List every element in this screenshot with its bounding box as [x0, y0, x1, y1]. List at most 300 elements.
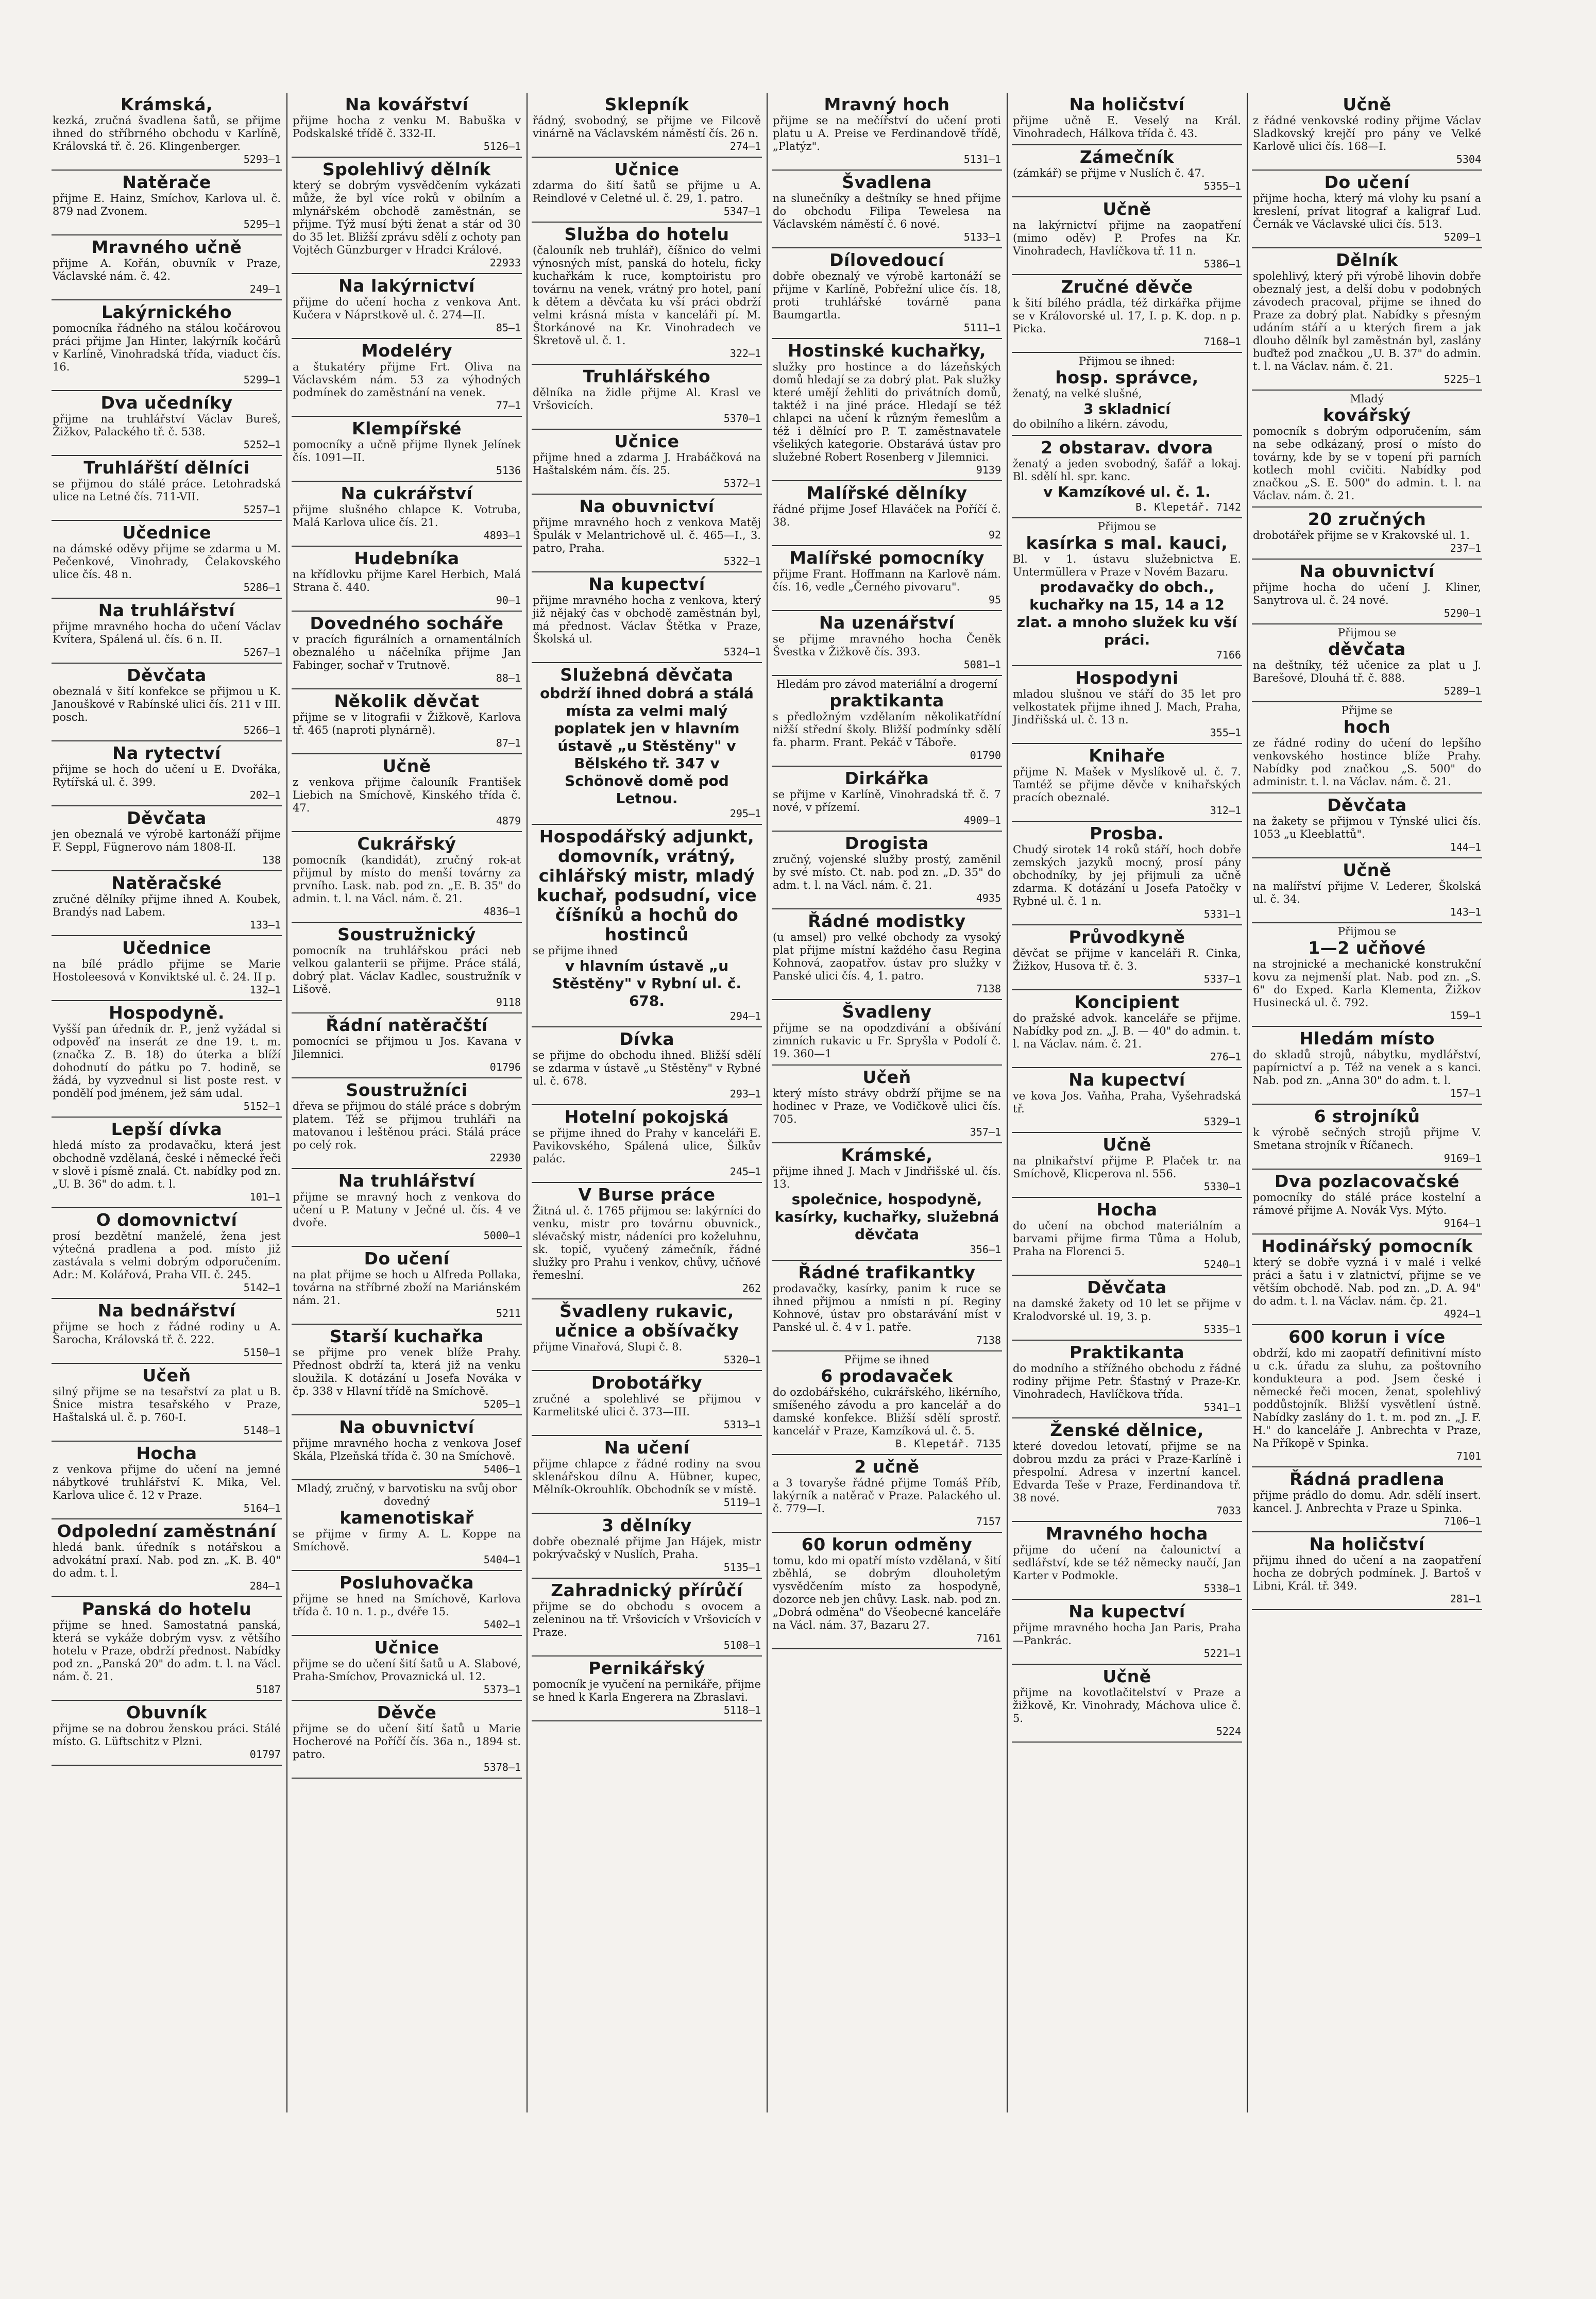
classified-ad [52, 93, 282, 171]
column-rule [767, 93, 768, 2112]
ad-heading: Hospodyni [1075, 668, 1179, 688]
classified-ad [1252, 1027, 1482, 1105]
ad-code: 22930 [489, 1152, 521, 1164]
classified-ad [532, 825, 762, 1027]
classified-ad [772, 676, 1002, 767]
ad-body: pomocníci se přijmou u Jos. Kavana v Jilemnici. [293, 1035, 521, 1060]
ad-code: 5373—1 [483, 1683, 521, 1696]
ad-intro: Přijmou se [1337, 627, 1397, 639]
ad-heading: Dovedného socháře [310, 613, 504, 633]
ad-heading: Mravný hoch [824, 94, 950, 114]
ad-code: 7161 [976, 1632, 1001, 1644]
ad-body: z venkova přijme čalouník František Liebich na Smíchově, Kinského třída č. 47. [293, 776, 521, 814]
classified-ad [1012, 1665, 1242, 1743]
classified-ad [292, 339, 522, 417]
ad-code: 295—1 [729, 807, 761, 820]
ad-heading: O domovnictví [96, 1210, 237, 1230]
ad-heading: Řádná pradlena [1289, 1469, 1445, 1489]
ad-intro: Přijmou se [1337, 925, 1397, 938]
ad-body: ze řádné rodiny do učení do lepšího venkovského hostince blíže Prahy. Nabídky pod značkou „S. 500" do administr. t. l. na Václav. nám. č. 21. [1253, 737, 1481, 788]
ad-heading: Klempířské [352, 418, 462, 438]
ad-code: 5293—1 [243, 153, 281, 165]
classified-ad [772, 767, 1002, 832]
ad-heading: Řádné modistky [808, 911, 966, 931]
ad-heading: Sklepník [604, 94, 689, 114]
ad-heading: Hotelní pokojská [564, 1107, 729, 1127]
ad-heading: Spolehlivý dělník [322, 159, 491, 179]
ad-body: na křídlovku přijme Karel Herbich, Malá Strana č. 440. [293, 568, 521, 594]
ad-code: 133—1 [249, 919, 281, 931]
ad-body: pomocník s dobrým odporučením, sám na sebe odkázaný, prosí o místo do továrny, kde by se v topení při parních kotlech mohl cvičiti. Nabídky pod značkou „S. E. 500" do admin. t. l. na Václav. nám. č. 21. [1253, 425, 1481, 502]
ad-heading: 600 korun i více [1288, 1327, 1446, 1347]
ad-heading: Děvčata [127, 665, 207, 685]
ad-body: přijme se hned. Samostatná panská, která se vykáže dobrým vysv. z většího hotelu v Praze, obdrží přednost. Nabídky pod zn. „Panská 20" do adm. t. l. na Václ. nám. č. 21. [53, 1619, 281, 1683]
ad-body: služky pro hostince a do lázeňských domů hledají se za dobrý plat. Pak služky které umějí žehliti do privátních domů, taktéž i na jiné práce. Hledají se též chlapci na učení k různým řemeslům a též i dělnící pro P. T. zaměstnavatele všelikých kategorie. Obstarává ústav pro služebné Robert Rosenberg v Jilemnici. [773, 361, 1001, 463]
ad-code: 5406—1 [483, 1463, 521, 1475]
classified-ad [1252, 248, 1482, 391]
ad-body: kezká, zručná švadlena šatů, se přijme ihned do stříbrného obchodu v Karlíně, Královská tř. č. 26. Klingenberger. [53, 114, 281, 153]
ad-body: přijme do učení hocha z venkova Ant. Kučera v Náprstkově ul. č. 274—II. [293, 296, 521, 321]
ad-body: s předložným vzdělaním několikatřídní nižší střední školy. Bližší podmínky sdělí fa. pharm. Frant. Pekáč v Táboře. [773, 711, 1001, 749]
ad-code: 9118 [496, 996, 521, 1008]
ad-intro: Přijme se ihned [844, 1354, 930, 1366]
ad-body: přijme se v litografii v Žižkově, Karlova tř. 465 (naproti plynárně). [293, 711, 521, 736]
ad-code: 143—1 [1450, 906, 1481, 918]
ad-heading: Služba do hotelu [564, 224, 729, 244]
ad-body: a štukatéry přijme Frt. Oliva na Václavském nám. 53 za výhodných podmínek do zaměstnání na venek. [293, 361, 521, 399]
classified-ad [292, 754, 522, 832]
ad-heading: 6 strojníků [1314, 1106, 1420, 1126]
column-5 [1012, 93, 1242, 2112]
ad-code: 7168—1 [1203, 335, 1241, 348]
ad-code: 9164—1 [1444, 1217, 1481, 1229]
ad-body: k výrobě sečných strojů přijme V. Smetana strojník v Říčanech. [1253, 1126, 1481, 1152]
ad-heading: Lepší dívka [111, 1119, 223, 1139]
classified-ad [1012, 990, 1242, 1068]
ad-heading: Na kupectví [1068, 1070, 1185, 1090]
ad-intro: Hledám pro závod materiální a drogerní [776, 678, 997, 690]
ad-heading: Učně [1102, 1135, 1151, 1155]
ad-heading: Zahradnický přírůčí [551, 1580, 743, 1600]
classified-ad [52, 391, 282, 456]
ad-heading: Mravného hocha [1046, 1524, 1208, 1544]
ad-heading: Na obuvnictví [1299, 561, 1435, 581]
classified-ad [532, 1105, 762, 1183]
ad-code: 5136 [496, 464, 521, 477]
classified-ad [1252, 793, 1482, 858]
ad-body: přijme mravného hocha z venkova, který již nějaký čas v obchodě zaměstnán byl, má přednost. Václav Štětka v Praze, Školská ul. [533, 594, 761, 645]
classified-ad [52, 1208, 282, 1299]
ad-body: na bílé prádlo přijme se Marie Hostoleesová v Konviktské ul. č. 24. II p. [53, 958, 281, 983]
ad-body: přijme mravného hocha Jan Paris, Praha—Pankrác. [1013, 1621, 1241, 1647]
ad-display-text: prodavačky do obch., kuchařky na 15, 14 a 12 zlat. a mnoho služek ku vší práci. [1016, 579, 1237, 648]
ad-body: přijme N. Mašek v Myslíkově ul. č. 7. Tamtéž se přijme děvče v knihařských pracích obeznalé. [1013, 766, 1241, 804]
ad-intro: Mladý, zručný, v barvotisku na svůj obor dovedný [296, 1482, 517, 1508]
classified-ad [772, 1261, 1002, 1351]
ad-body: hledá místo za prodavačku, která jest obchodně vzdělaná, české i německé řeči v slově i písmě znalá. Ct. nabídky pod zn. „U. B. 36" do adm. t. l. [53, 1139, 281, 1190]
classified-ad [772, 1455, 1002, 1533]
ad-body: přijme prádlo do domu. Adr. sdělí insert. kancel. J. Anbrechta v Praze u Spinka. [1253, 1489, 1481, 1514]
ad-heading: Hocha [1096, 1199, 1158, 1220]
ad-code: 132—1 [249, 984, 281, 996]
ad-code: 5378—1 [483, 1761, 521, 1773]
ad-heading: Hudebníka [354, 548, 460, 568]
ad-heading: Hospodyně. [109, 1003, 225, 1023]
ad-heading: Pernikářský [588, 1658, 705, 1678]
ad-body: z řádné venkovské rodiny přijme Václav Sladkovský krejčí pro pány ve Velké Karlově ulici čís. 168—I. [1253, 114, 1481, 153]
classified-ad [292, 482, 522, 547]
ad-heading: Truhlářští dělníci [83, 458, 250, 478]
classified-ad [292, 923, 522, 1013]
ad-heading: Na truhlářství [98, 600, 235, 620]
classified-ad [532, 430, 762, 495]
classified-ad [52, 1519, 282, 1597]
classified-ad [772, 1000, 1002, 1066]
ad-body: se přijme ihned [533, 944, 618, 957]
classified-ad [1012, 1276, 1242, 1341]
classified-ad [1012, 275, 1242, 353]
ad-body: Vyšší pan úředník dr. P., jenž vyžádal si odpověď na inserát ze dne 19. t. m. (značka Z. B. 18) do úterka a blíží dohodnutí do pátku po 7. hodině, se žádá, by vyzvednul si list poste rest. v pondělí pod jménem, jež sám udal. [53, 1023, 281, 1100]
ad-body: který místo strávy obdrží přijme se na hodinec v Praze, ve Vodičkově ulici čís. 705. [773, 1087, 1001, 1125]
classified-ad [772, 93, 1002, 171]
ad-code: B. Klepetář. 7135 [895, 1438, 1001, 1450]
ad-heading: Malířské pomocníky [789, 548, 984, 568]
ad-code: 157—1 [1450, 1087, 1481, 1100]
ad-body: Žitná ul. č. 1765 přijmou se: lakýrníci do venku, mistr pro továrnu obuvnick., slévačský mistr, nádeníci pro koželuhnu, sk. topič, vyučený zámečník, řádné služky pro Prahu i venkov, chůvy, učňové řemeslní. [533, 1205, 761, 1281]
ad-code: 144—1 [1450, 841, 1481, 853]
classified-ad [292, 547, 522, 612]
classified-ad [772, 832, 1002, 909]
ad-heading: Posluhovačka [339, 1573, 474, 1593]
ad-code: 4924—1 [1444, 1308, 1481, 1320]
ad-heading: 20 zručných [1308, 509, 1427, 529]
classified-ad [292, 1415, 522, 1480]
classified-ad [52, 1597, 282, 1701]
ad-body: dobře obeznalý ve výrobě kartonáží se přijme v Karlíně, Pobřežní ulice čís. 18, proti truhlářské továrně pana Baumgartla. [773, 270, 1001, 321]
ad-body: se přijme ihned do Prahy v kanceláři E. Pavikovského, Spálená ulice, Šilkův palác. [533, 1127, 761, 1165]
ad-code: 5240—1 [1203, 1258, 1241, 1271]
ad-code: 9139 [976, 464, 1001, 476]
ad-body: přijme slušného chlapce K. Votruba, Malá Karlova ulice čís. 21. [293, 503, 521, 529]
classified-ad [532, 1514, 762, 1579]
ad-code: 5187 [256, 1683, 281, 1696]
ad-code: 5320—1 [723, 1354, 761, 1366]
classified-ad [532, 1299, 762, 1371]
ad-heading: Na učení [604, 1438, 690, 1458]
ad-body: přijme Vinařová, Slupi č. 8. [533, 1341, 683, 1353]
ad-body: pomocník je vyučení na pernikáře, přijme se hned k Karla Engerera na Zbraslavi. [533, 1678, 761, 1703]
ad-code: 5205—1 [483, 1398, 521, 1410]
column-3 [532, 93, 762, 2112]
ad-code: 5152—1 [243, 1100, 281, 1112]
ad-heading: Na kovářství [345, 94, 469, 114]
ad-heading: Učnice [614, 431, 680, 451]
ad-code: 5252—1 [243, 438, 281, 451]
ad-heading: Koncipient [1074, 992, 1180, 1012]
classified-ad [1012, 1600, 1242, 1665]
ad-body: k šití bílého prádla, též dirkářka přijme se v Královorské ul. 17, I. p. K. dop. n p. Picka. [1013, 297, 1241, 335]
classified-ad [772, 909, 1002, 1000]
classified-ad [52, 936, 282, 1001]
ad-code: 5135—1 [723, 1561, 761, 1574]
classified-ad [1012, 1418, 1242, 1522]
classified-ad [52, 1442, 282, 1519]
classified-ad [292, 1571, 522, 1636]
ad-heading: 2 učně [854, 1457, 920, 1477]
ad-heading: 3 dělníky [602, 1515, 692, 1535]
classified-ad [772, 546, 1002, 611]
ad-body: na malířství přijme V. Lederer, Školská ul. č. 34. [1253, 880, 1481, 905]
ad-heading: Krámské, [841, 1145, 933, 1165]
ad-body: přijme se hoch do učení u E. Dvořáka, Rytířská ul. č. 399. [53, 763, 281, 788]
ad-body: do pražské advok. kanceláře se přijme. Nabídky pod zn. „J. B. — 40" do admin. t. l. na Václav. nám. č. 21. [1013, 1012, 1241, 1050]
ad-body: pomocník na truhlářskou práci neb velkou galanterii se přijme. Práce stálá, dobrý plat. Václav Kadlec, soustružník v Lišově. [293, 944, 521, 995]
classified-ad [52, 741, 282, 806]
classified-ad [532, 1183, 762, 1299]
ad-heading: Švadleny rukavic, učnice a obšívačky [554, 1301, 739, 1341]
ad-body: přijme ihned J. Mach v Jindřišské ul. čís. 13. [773, 1165, 1001, 1190]
ad-body: přijme chlapce z řádné rodiny na svou sklenářskou dílnu A. Hübner, kupec, Mělník-Okrouhlík. Obchodník se v místě. [533, 1458, 761, 1496]
classified-ad [1252, 858, 1482, 923]
ad-body: přijme mravného hocha do učení Václav Kvítera, Spálená ul. čís. 6 n. II. [53, 620, 281, 646]
ad-code: 5347—1 [723, 205, 761, 217]
classified-ad [1012, 1198, 1242, 1276]
ad-code: 5118—1 [723, 1704, 761, 1716]
ad-heading: Na kupectví [588, 574, 705, 594]
ad-code: 5404—1 [483, 1553, 521, 1566]
classified-ad [52, 171, 282, 235]
classified-ad [772, 481, 1002, 546]
classified-ad [1252, 702, 1482, 793]
ad-code: 5304 [1456, 153, 1481, 165]
ad-body: přijme se do učení šití šatů u A. Slabové, Praha-Smíchov, Provaznická ul. 12. [293, 1658, 521, 1683]
classified-ad [532, 365, 762, 430]
ad-heading: Na obuvnictví [579, 496, 715, 516]
ad-intro: Přijmou se [1097, 520, 1157, 533]
ad-code: 22933 [489, 257, 521, 269]
classified-ad [1252, 93, 1482, 171]
ad-code: B. Klepetář. 7142 [1135, 501, 1241, 513]
classified-ad [1012, 925, 1242, 990]
ad-code: 159—1 [1450, 1009, 1481, 1022]
ad-heading: Dílovedoucí [829, 250, 944, 270]
ad-body: a 3 tovaryše řádné přijme Tomáš Příb, lakýrník a natěrač v Praze. Palackého ul. č. 779—I. [773, 1477, 1001, 1515]
classified-ad [1012, 744, 1242, 822]
ad-heading: Na kupectví [1068, 1601, 1185, 1621]
ad-heading: 60 korun odměny [801, 1534, 973, 1554]
ad-body: přijme hocha, který má vlohy ku psaní a kreslení, prívat litograf a kaligraf Lud. Černák ve Václavské ulici čís. 513. [1253, 192, 1481, 230]
ad-code: 4935 [976, 892, 1001, 904]
ad-intro: Mladý [1350, 393, 1384, 405]
ad-code: 5386—1 [1203, 258, 1241, 270]
ad-heading: Hledám místo [1299, 1028, 1435, 1049]
ad-heading: Lakýrnického [101, 302, 232, 322]
classified-ad [772, 611, 1002, 676]
classified-ad [292, 1636, 522, 1701]
ad-heading: Na lakýrnictví [338, 276, 475, 296]
classified-ad [772, 339, 1002, 481]
ad-code: 101—1 [249, 1191, 281, 1203]
ad-code: 77—1 [496, 399, 521, 412]
classified-ad [1252, 508, 1482, 560]
ad-code: 5335—1 [1203, 1323, 1241, 1336]
ad-heading: Krámská, [121, 94, 213, 114]
classified-ad [1012, 353, 1242, 436]
ad-code: 281—1 [1450, 1593, 1481, 1605]
ad-code: 294—1 [729, 1010, 761, 1022]
ad-heading: Děvčata [1327, 795, 1407, 815]
ad-body: se přijme do obchodu ihned. Bližší sdělí se zdarma v ústavě „u Stěstěny" v Rybné ul. č. 678. [533, 1049, 761, 1087]
classified-ad [772, 248, 1002, 339]
ad-display-text: 3 skladnicí [1083, 400, 1170, 417]
ad-body: na lakýrnictví přijme na zaopatření (mimo oděv) P. Profes na Kr. Vinohradech, Havlíčkova tř. 11 n. [1013, 219, 1241, 257]
ad-body: přijme E. Hainz, Smíchov, Karlova ul. č. 879 nad Zvonem. [53, 192, 281, 217]
ad-heading: Mravného učně [91, 237, 242, 257]
ad-heading: Praktikanta [1069, 1342, 1184, 1362]
ad-heading: Modeléry [361, 341, 452, 361]
ad-heading: Zámečník [1079, 147, 1175, 167]
ad-body: (zámkář) se přijme v Nuslích č. 47. [1013, 167, 1205, 179]
ad-heading: Děvčata [127, 808, 207, 828]
ad-code: 4909—1 [963, 814, 1001, 826]
classified-ad [292, 1480, 522, 1571]
ad-code: 7106—1 [1444, 1515, 1481, 1527]
ad-heading: Na holičství [1309, 1534, 1425, 1554]
ad-heading: Učně [1343, 860, 1391, 880]
ad-body: řádné přijme Josef Hlaváček na Poříčí č. 38. [773, 503, 1001, 528]
ad-body: přijme se hned na Smíchově, Karlova třída č. 10 n. 1. p., dvéře 15. [293, 1593, 521, 1618]
ad-code: 5286—1 [243, 581, 281, 594]
ad-heading: Natěrače [122, 172, 211, 192]
ad-body: obdrží, kdo mi zaopatří definitivní místo u c.k. úřadu za sluhu, za poštovního kondukteura a pod. Jsem české i německé řeči mocen, ženat, spolehlivý poddůstojník. Bližší vysvětlení ústně. Nabídky zaslány do 1. t. m. pod zn. „J. F. H." do kanceláře J. Anbrechta v Praze, Na Příkopě v Spinka. [1253, 1347, 1481, 1449]
ad-code: 5289—1 [1444, 685, 1481, 697]
ad-body: na strojnické a mechanické konstrukční kovu za nejmenší plat. Nab. pod zn. „S. 6" do Exped. Karla Klementa, Žižkov Husinecká ul. č. 792. [1253, 958, 1481, 1009]
ad-body: se přijme mravného hocha Čeněk Švestka v Žižkově čís. 393. [773, 633, 1001, 658]
classified-ad [292, 689, 522, 754]
ad-body: do modního a střížného obchodu z řádné rodiny přijme Petr. Šťastný v Praze-Kr. Vinohradech, Havlíčkova třída. [1013, 1362, 1241, 1400]
column-4 [772, 93, 1002, 2112]
column-rule [286, 93, 287, 2112]
ad-body: přijme mravného hoch z venkova Matěj Špulák v Melantrichově ul. č. 465—I., 3. patro, Praha. [533, 516, 761, 554]
classified-ad [52, 235, 282, 300]
ad-heading: Učednice [122, 522, 212, 543]
ad-heading: Učeň [862, 1067, 911, 1087]
ad-body: do obilního a likérn. závodu, [1013, 418, 1168, 430]
classified-ad [52, 521, 282, 599]
ad-heading: Na holičství [1069, 94, 1185, 114]
classified-ad [1252, 1105, 1482, 1170]
ad-code: 9169—1 [1444, 1152, 1481, 1164]
ad-heading: děvčata [1328, 639, 1406, 659]
ad-body: který se dobře vyzná i v malé i velké práci a šatu i v zlatnictví, přijme se ve větším obchodě. Nab. pod zn. „D. A. 94" do adm. t. l. na Václav. nám. čp. 21. [1253, 1256, 1481, 1307]
ad-body: pomocníky a učně přijme Ilynek Jelínek čís. 1091—II. [293, 438, 521, 464]
ad-body: se přijmou do stálé práce. Letohradská ulice na Letné čís. 711-VII. [53, 478, 281, 503]
ad-body: do skladů strojů, nábytku, mydlářství, papírnictví a p. Též na venek a s kanci. Nab. pod zn. „Anna 30" do adm. t. l. [1253, 1049, 1481, 1087]
ad-heading: Do učení [1324, 172, 1410, 192]
classified-ad [1252, 1170, 1482, 1235]
ad-heading: Švadleny [842, 1002, 932, 1022]
ad-code: 4893—1 [483, 529, 521, 542]
ad-code: 01790 [970, 749, 1001, 762]
ad-code: 274—1 [729, 140, 761, 153]
classified-ad [292, 1247, 522, 1325]
column-6 [1252, 93, 1482, 2112]
ad-code: 87—1 [496, 737, 521, 749]
ad-heading: Učeň [142, 1365, 191, 1385]
classified-ad [292, 1169, 522, 1247]
ad-heading: Učnice [374, 1637, 439, 1658]
ad-body: Chudý sirotek 14 roků stáří, hoch dobře zemských jazyků mocný, prosí pány obchodníky, by jej přijmuli za učně zdarma. K dotázání u Josefa Patočky v Rybné ul. č. 1 n. [1013, 843, 1241, 907]
column-1 [52, 93, 282, 2112]
classified-ad [52, 300, 282, 391]
ad-body: zručné dělníky přijme ihned A. Koubek, Brandýs nad Labem. [53, 893, 281, 918]
ad-body: spolehlivý, který při výrobě lihovin dobře obeznalý jest, a delší dobu v podobných závodech pracoval, přijme se ihned do Praze za dobrý plat. Nabídky s přesným udáním stáří a u kterých firem a jak dlouho dělník byl zaměstnán byl, zaslány buďtež pod značkou „U. B. 37" do admin. t. l. na Václav. nám. č. 21. [1253, 270, 1481, 373]
ad-code: 5322—1 [723, 555, 761, 567]
ad-code: 7101 [1456, 1450, 1481, 1462]
classified-ad [1012, 1341, 1242, 1418]
ad-body: mladou slušnou ve stáří do 35 let pro velkostatek přijme ihned J. Mach, Praha, Jindřišská ul. č. 13 n. [1013, 688, 1241, 726]
newspaper-page [52, 93, 1484, 2112]
ad-code: 5211 [496, 1307, 521, 1320]
classified-ad [292, 612, 522, 689]
ad-code: 7138 [976, 983, 1001, 995]
classified-ad [1252, 923, 1482, 1027]
classified-ad [292, 1325, 522, 1415]
ad-heading: Soustružnický [337, 924, 476, 944]
classified-ad [52, 1118, 282, 1208]
ad-code: 7166 [1216, 649, 1241, 661]
ad-heading: Soustružníci [346, 1080, 468, 1100]
classified-ad [1252, 624, 1482, 702]
classified-ad [532, 158, 762, 223]
ad-code: 7033 [1216, 1505, 1241, 1517]
ad-body: pomocník (kandidát), zručný rok-at přijmul by místo do menší továrny za prvního. Lask. nab. pod zn. „E. B. 35" do admin. t. l. na Václ. nám. č. 21. [293, 854, 521, 905]
ad-heading: Děvčata [1087, 1277, 1167, 1297]
ad-heading: Drobotářky [591, 1373, 703, 1393]
classified-ad [292, 1701, 522, 1779]
ad-body: do učení na obchod materiálním a barvami přijme firma Tůma a Holub, Praha na Florenci 5. [1013, 1220, 1241, 1258]
ad-body: se přijme v Karlíně, Vinohradská tř. č. 7 nové, v přízemí. [773, 788, 1001, 814]
ad-heading: Hocha [136, 1443, 197, 1463]
ad-heading: Malířské dělníky [806, 483, 967, 503]
ad-heading: Dva pozlacovačské [1275, 1171, 1459, 1191]
ad-body: zručný, vojenské služby prostý, zaměnil by své místo. Ct. nab. pod zn. „D. 35" do adm. t. l. na Václ. nám. č. 21. [773, 853, 1001, 891]
ad-heading: Zručné děvče [1061, 277, 1193, 297]
ad-display-text: v Kamzíkové ul. č. 1. [1043, 483, 1211, 500]
ad-body: přijme hocha do učení J. Kliner, Sanytrova ul. č. 24 nové. [1253, 581, 1481, 606]
ad-heading: hoch [1343, 717, 1391, 737]
classified-ad [292, 274, 522, 339]
ad-body: (čalouník neb truhlář), číšnico do velmi výnosných míst, panská do hotelu, ficky kuchařkám k ruce, komptoiristu pro továrnu na venek, vrátný pro hotel, paní k dětem a děvčata ku vší práci obdrží velmi krásná místa v kanceláři pí. M. Štorkánové na Kr. Vinohradech ve Škretově ul. č. 1. [533, 244, 761, 347]
ad-code: 357—1 [970, 1126, 1001, 1138]
ad-body: na dámské oděvy přijme se zdarma u M. Pečenkové, Vinohrady, Čelakovského ulice čís. 48 n. [53, 543, 281, 581]
ad-code: 5126—1 [483, 140, 521, 153]
ad-code: 5225—1 [1444, 373, 1481, 385]
classified-ad [52, 456, 282, 521]
ad-code: 5299—1 [243, 374, 281, 386]
classified-ad [772, 1351, 1002, 1455]
classified-ad [52, 1701, 282, 1766]
ad-body: v pracích figurálních a ornamentálních obeznalého u náčelníka přijme Jan Fabinger, sochař v Trutnově. [293, 633, 521, 671]
ad-heading: V Burse práce [578, 1185, 716, 1205]
ad-code: 138 [262, 854, 281, 866]
classified-ad [532, 1656, 762, 1721]
ad-code: 5148—1 [243, 1424, 281, 1436]
ad-code: 5330—1 [1203, 1180, 1241, 1193]
ad-body: pomocníky do stálé práce kostelní a rámové přijme A. Novák Vys. Mýto. [1253, 1191, 1481, 1216]
ad-code: 5331—1 [1203, 908, 1241, 920]
ad-body: z venkova přijme do učení na jemné nábytkové truhlářství K. Mika, Vel. Karlova ulice č. 12 v Praze. [53, 1463, 281, 1501]
